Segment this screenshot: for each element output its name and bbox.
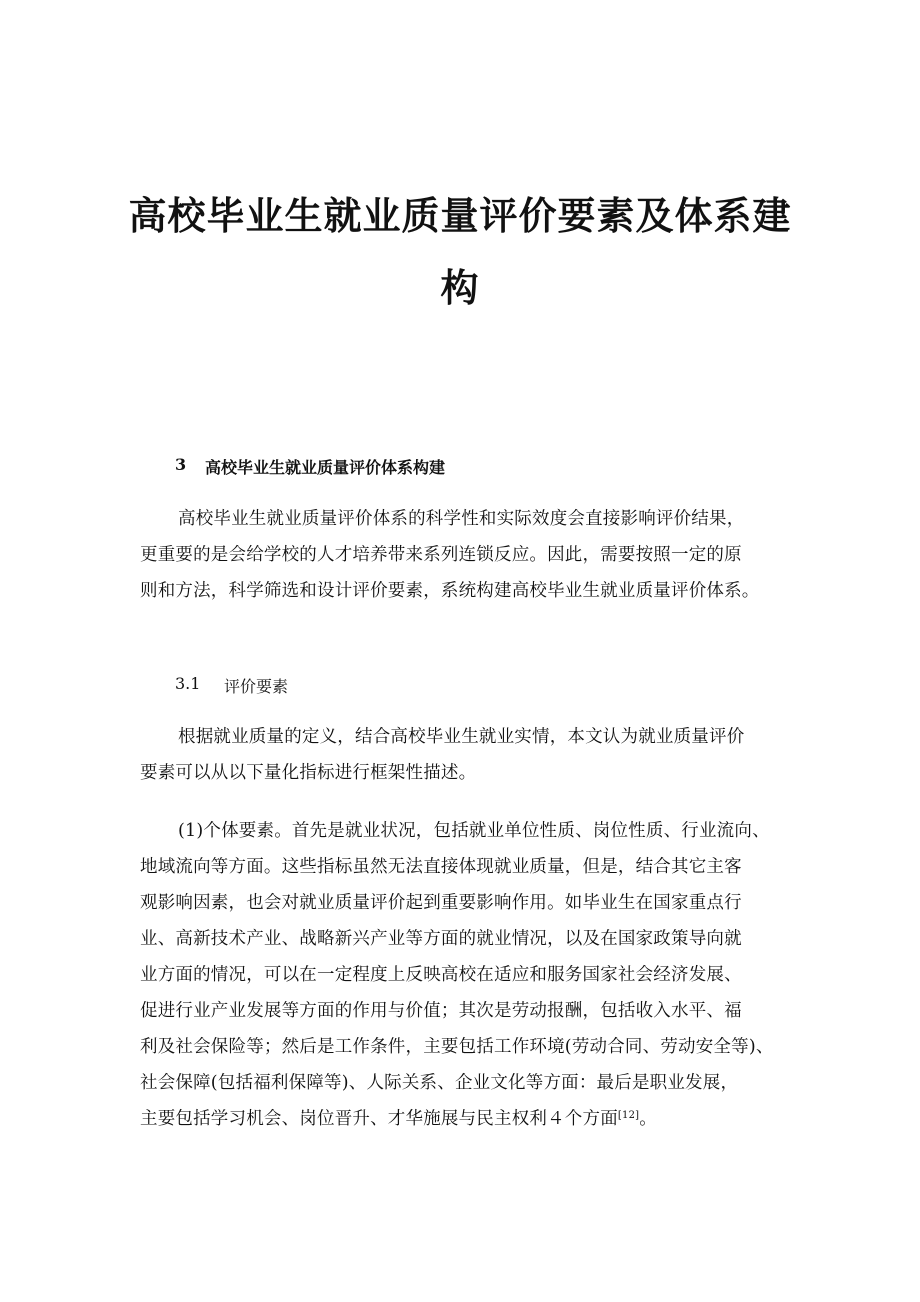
paragraph-text: 主要包括学习机会、岗位晋升、才华施展与民主权利４个方面 [140, 1109, 618, 1129]
paragraph-line: 高校毕业生就业质量评价体系的科学性和实际效度会直接影响评价结果， [178, 509, 745, 529]
paragraph-line: 利及社会保险等；然后是工作条件，主要包括工作环境(劳动合同、劳动安全等)、 [140, 1037, 774, 1057]
paragraph-end-punctuation: 。 [639, 1109, 657, 1129]
section-3-heading: 高校毕业生就业质量评价体系构建 [205, 458, 446, 477]
paragraph-line: 业、高新技术产业、战略新兴产业等方面的就业情况，以及在国家政策导向就 [140, 929, 742, 949]
paragraph-line: 要素可以从以下量化指标进行框架性描述。 [140, 763, 477, 783]
paragraph-line: 观影响因素，也会对就业质量评价起到重要影响作用。如毕业生在国家重点行 [140, 893, 742, 913]
paragraph-line: 更重要的是会给学校的人才培养带来系列连锁反应。因此，需要按照一定的原 [140, 545, 742, 565]
paragraph-line: 促进行业产业发展等方面的作用与价值；其次是劳动报酬，包括收入水平、福 [140, 1001, 742, 1021]
paragraph-line: 社会保障(包括福利保障等)、人际关系、企业文化等方面：最后是职业发展， [140, 1073, 739, 1093]
document-title-line-1: 高校毕业生就业质量评价要素及体系建 [128, 193, 792, 238]
document-title-line-2: 构 [440, 265, 480, 310]
paragraph-line: 地域流向等方面。这些指标虽然无法直接体现就业质量，但是，结合其它主客 [140, 857, 742, 877]
paragraph-line: (1)个体要素。首先是就业状况，包括就业单位性质、岗位性质、行业流向、 [178, 821, 770, 841]
paragraph-line: 则和方法，科学筛选和设计评价要素，系统构建高校毕业生就业质量评价体系。 [140, 581, 760, 601]
section-3-number: 3 [175, 455, 187, 474]
paragraph-last-line [140, 1109, 657, 1129]
paragraph-line: 根据就业质量的定义，结合高校毕业生就业实情，本文认为就业质量评价 [178, 727, 745, 747]
paragraph-line: 业方面的情况，可以在一定程度上反映高校在适应和服务国家社会经济发展、 [140, 965, 742, 985]
citation-reference[interactable]: [12] [617, 1110, 640, 1121]
section-3-1-heading: 评价要素 [224, 677, 289, 696]
section-3-1-number: 3.1 [175, 674, 201, 693]
